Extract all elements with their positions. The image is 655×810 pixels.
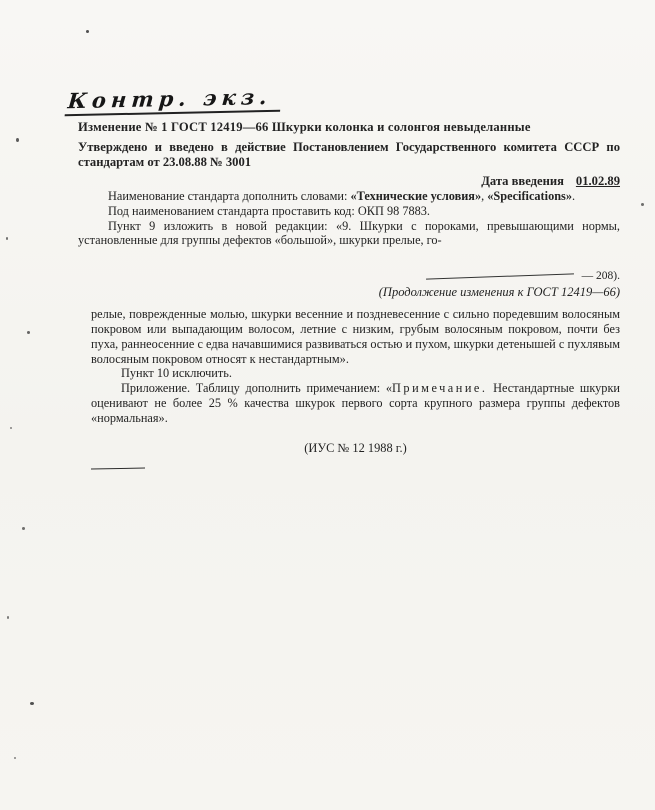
paragraph-point-10: Пункт 10 исключить. xyxy=(121,366,232,381)
scan-speckle xyxy=(14,757,16,759)
paragraph-name-addition xyxy=(78,189,620,204)
scan-speckle xyxy=(10,427,12,429)
effective-date-label: Дата введения xyxy=(481,174,564,188)
ius-footer: (ИУС № 12 1988 г.) xyxy=(304,440,407,455)
continuation-block xyxy=(91,307,620,468)
handwritten-control-copy-mark: Контр. экз. xyxy=(65,84,283,117)
amendment-title: Изменение № 1 ГОСТ 12419—66 Шкурки колонка и солонгоя невыделанные xyxy=(78,120,531,134)
paragraph-annex xyxy=(91,381,620,425)
approval-statement: Утверждено и введено в действие Постановлением Государственного комитета СССР по стандартам от 23.08.88 № 3001 xyxy=(78,140,620,169)
paragraph-text: Наименование стандарта дополнить словами: xyxy=(108,189,351,203)
scan-speckle xyxy=(86,30,89,33)
pen-stroke xyxy=(426,273,574,279)
effective-date-value: 01.02.89 xyxy=(575,174,620,188)
scan-speckle xyxy=(27,331,30,334)
document-content xyxy=(66,83,620,469)
paragraph-point-9: Пункт 9 изложить в новой редакции: «9. Шкурки с пороками, превышающими нормы, установленные для группы дефектов «большой», шкурки прелые, го- xyxy=(78,218,620,248)
scan-speckle xyxy=(7,616,9,619)
scan-speckle xyxy=(22,527,25,530)
paragraph-continuation: релые, поврежденные молью, шкурки весенние и поздневесенние с сильно поредевшим волосяным покровом или выпадающим волосом, летние с низким, грубым волосяным покровом, почти без пуха, раннеосенние с едва начавшимися развиваться остью и пухом, шкурки детенышей с пухлявым волосяным покровом относят к нестандартным». xyxy=(91,307,620,366)
scan-speckle xyxy=(16,138,19,142)
cutoff-fragment-text: — 208). xyxy=(581,270,620,283)
effective-date-line xyxy=(78,174,620,189)
scan-speckle xyxy=(641,203,644,206)
paragraph-note-spaced: Примечание. xyxy=(392,381,488,396)
paragraph-text: , xyxy=(481,189,488,203)
paragraph-text: Нестандартные шкурки оценивают не более 25 % качества шкурок первого сорта крупного размера группы дефектов «нормальная». xyxy=(91,381,620,425)
paragraph-okp-code: Под наименованием стандарта проставить код: ОКП 98 7883. xyxy=(108,203,430,218)
paragraph-bold-tech-conditions: «Технические условия» xyxy=(350,189,482,203)
continuation-header: (Продолжение изменения к ГОСТ 12419—66) xyxy=(378,285,620,300)
cutoff-fragment-line xyxy=(78,270,620,282)
scan-speckle xyxy=(6,237,8,240)
paragraph-text: . xyxy=(572,189,576,203)
paragraph-text: Приложение. Таблицу дополнить примечанием: « xyxy=(121,381,393,396)
paragraph-bold-specifications: «Specifications» xyxy=(487,189,572,203)
bottom-rule-line xyxy=(91,467,145,469)
scan-speckle xyxy=(30,702,34,705)
